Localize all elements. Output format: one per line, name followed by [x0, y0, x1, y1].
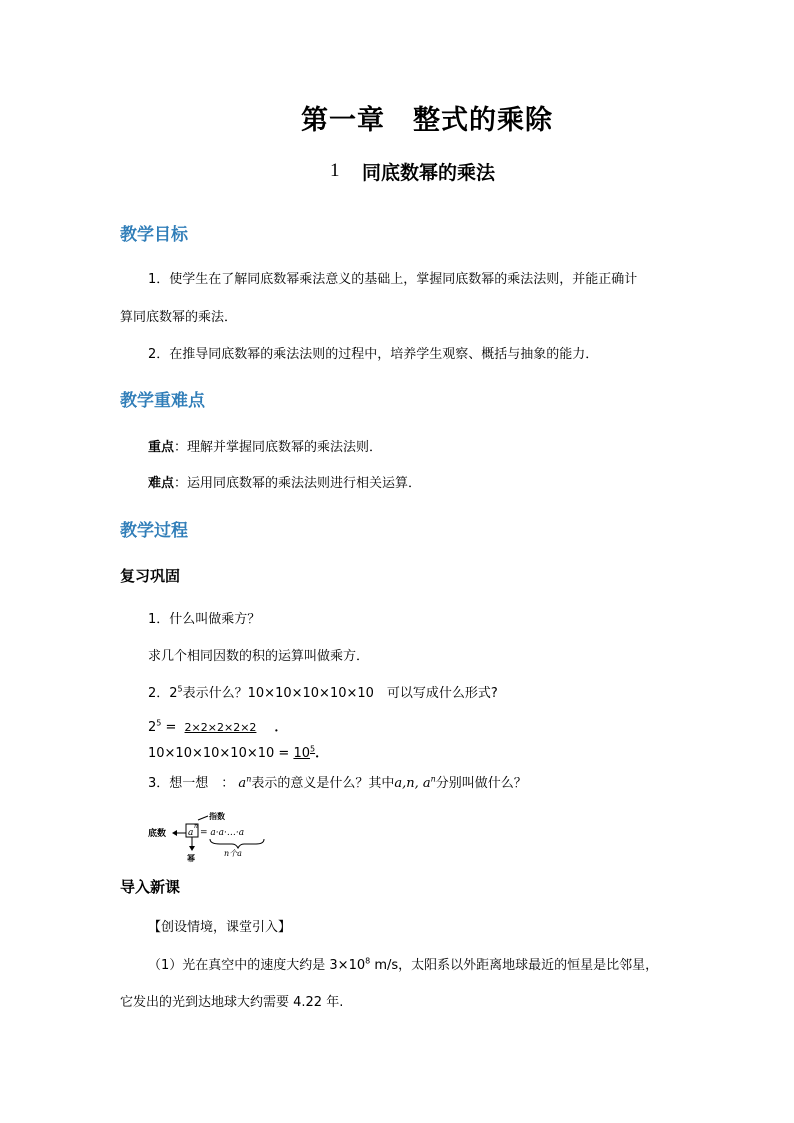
- key-text: ：理解并掌握同底数幂的乘法法则．: [174, 440, 383, 455]
- intro-heading: 导入新课: [120, 878, 181, 896]
- intro-bracket: 【创设情境，课堂引入】: [148, 920, 292, 935]
- key-label: 重点: [148, 440, 175, 455]
- lesson-number: 1: [330, 160, 340, 181]
- eq1-exp: 5: [156, 718, 162, 728]
- review-q1: 1．什么叫做乘方？: [148, 612, 261, 627]
- review-q2-text: 表示什么？10×10×10×10×10 可以写成什么形式?: [182, 686, 498, 701]
- q3-a: a: [238, 776, 247, 791]
- intro-p1-text-a: （1）光在真空中的速度大约是 3×10: [148, 958, 366, 973]
- review-a1: 求几个相同因数的积的运算叫做乘方．: [148, 649, 370, 664]
- q3-mid: 表示的意义是什么？其中: [251, 776, 395, 791]
- eq2-end: ．: [315, 746, 329, 761]
- diagram-count-label: n个a: [224, 849, 242, 858]
- review-heading: 复习巩固: [120, 567, 181, 585]
- key-point: [148, 436, 382, 455]
- review-eq2: [148, 742, 328, 761]
- eq1-end: ．: [274, 720, 288, 735]
- goal-2: 2．在推导同底数幂的乘法法则的过程中，培养学生观察、概括与抽象的能力．: [148, 347, 599, 362]
- eq1-base: 2: [148, 720, 157, 735]
- diagram-exponent-label: 指数: [209, 812, 225, 821]
- difficulty-point: [148, 472, 421, 491]
- key-heading: 教学重难点: [120, 391, 205, 411]
- q3-vars: a,n, a: [394, 776, 431, 791]
- review-q2-exp: 5: [177, 684, 183, 694]
- difficulty-text: ：运用同底数幂的乘法法则进行相关运算．: [174, 476, 422, 491]
- difficulty-label: 难点: [148, 476, 175, 491]
- q3-vars-exp: n: [430, 774, 436, 784]
- diagram-power-label: 幂: [187, 854, 195, 863]
- eq1-equals: =: [161, 720, 181, 735]
- eq2-left: 10×10×10×10×10 =: [148, 746, 294, 761]
- intro-p1-line1: [148, 954, 658, 973]
- q3-prefix: 3．想一想 ：: [148, 776, 235, 791]
- review-eq1: [148, 716, 287, 735]
- eq1-answer: 2×2×2×2×2: [184, 721, 257, 734]
- diagram-base-label: 底数: [148, 829, 167, 839]
- eq2-answer-base: 10: [293, 746, 310, 761]
- q3-end: 分别叫做什么？: [435, 776, 527, 791]
- review-q2: [148, 682, 498, 701]
- power-diagram: [148, 810, 278, 865]
- eq2-answer-exp: 5: [309, 744, 316, 754]
- chapter-title: 第一章 整式的乘除: [301, 105, 553, 136]
- diagram-expression: = a·a·…·a: [200, 828, 245, 838]
- goal-1-line-2: 算同底数幂的乘法．: [120, 310, 238, 325]
- intro-p1-exp: 8: [365, 956, 371, 966]
- svg-text:n: n: [194, 823, 198, 830]
- q3-n: n: [246, 774, 252, 784]
- process-heading: 教学过程: [120, 521, 188, 541]
- review-q3: [148, 772, 527, 791]
- review-q2-prefix: 2．2: [148, 686, 178, 701]
- intro-p1-line2: 它发出的光到达地球大约需要 4.22 年.: [120, 995, 344, 1010]
- lesson-title: 同底数幂的乘法: [362, 162, 496, 184]
- svg-text:a: a: [188, 828, 194, 838]
- goal-1-line-1: 1．使学生在了解同底数幂乘法意义的基础上，掌握同底数幂的乘法法则，并能正确计: [148, 272, 638, 287]
- goals-heading: 教学目标: [120, 225, 188, 245]
- intro-p1-text-b: m/s，太阳系以外距离地球最近的恒星是比邻星，: [370, 958, 659, 973]
- power-diagram-svg: [148, 810, 278, 865]
